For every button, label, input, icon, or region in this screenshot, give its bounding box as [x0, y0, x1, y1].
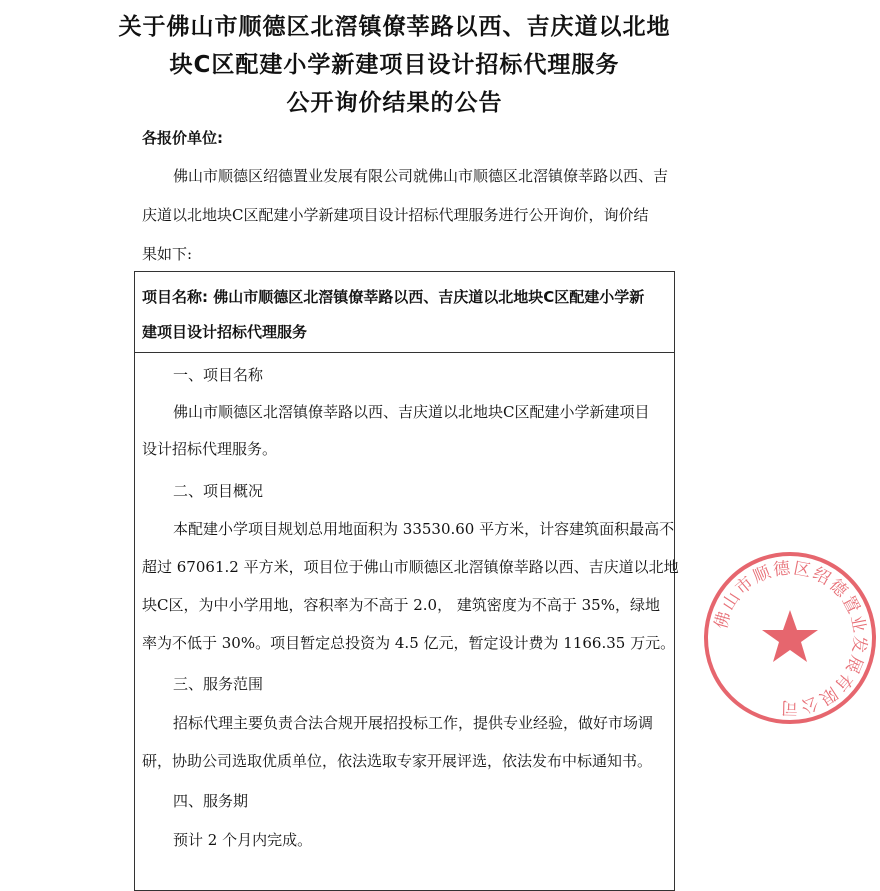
- notice-title-line-1: 关于佛山市顺德区北滘镇僚莘路以西、吉庆道以北地: [118, 14, 671, 40]
- notice-title-line-3: 公开询价结果的公告: [286, 90, 503, 116]
- notice-title-line-2: 块C区配建小学新建项目设计招标代理服务: [169, 52, 620, 78]
- section-1-heading: 一、项目名称: [173, 366, 264, 384]
- section-3-line-2: 研，协助公司选取优质单位，依法选取专家开展评选，依法发布中标通知书。: [142, 752, 653, 770]
- seal-star-icon: [762, 610, 818, 662]
- section-1-line-2: 设计招标代理服务。: [142, 440, 278, 458]
- intro-line-3: 果如下:: [142, 245, 193, 263]
- intro-line-1: 佛山市顺德区绍德置业发展有限公司就佛山市顺德区北滘镇僚莘路以西、吉: [173, 167, 669, 185]
- section-1-line-1: 佛山市顺德区北滘镇僚莘路以西、吉庆道以北地块C区配建小学新建项目: [173, 403, 650, 421]
- table-divider: [134, 352, 675, 353]
- section-2-line-4: 率为不低于 30%。项目暂定总投资为 4.5 亿元，暂定设计费为 1166.35 万元。: [142, 634, 676, 652]
- section-3-line-1: 招标代理主要负责合法合规开展招投标工作，提供专业经验，做好市场调: [173, 714, 654, 732]
- section-2-line-1: 本配建小学项目规划总用地面积为 33530.60 平方米，计容建筑面积最高不: [173, 520, 675, 538]
- recipient-label: 各报价单位:: [142, 129, 223, 147]
- section-2-line-2: 超过 67061.2 平方米，项目位于佛山市顺德区北滘镇僚莘路以西、吉庆道以北地: [142, 558, 679, 576]
- section-2-line-3: 块C区，为中小学用地，容积率为不高于 2.0， 建筑密度为不高于 35%，绿地: [142, 596, 660, 614]
- company-seal: [700, 548, 880, 728]
- section-2-heading: 二、项目概况: [173, 482, 264, 500]
- section-3-heading: 三、服务范围: [173, 675, 264, 693]
- section-4-line-1: 预计 2 个月内完成。: [173, 831, 313, 849]
- project-name-line-2: 建项目设计招标代理服务: [142, 323, 308, 341]
- intro-line-2: 庆道以北地块C区配建小学新建项目设计招标代理服务进行公开询价，询价结: [142, 206, 649, 224]
- seal-text: 佛山市顺德区绍德置业发展有限公司: [711, 558, 870, 718]
- section-4-heading: 四、服务期: [173, 792, 249, 810]
- project-name-line-1: 项目名称: 佛山市顺德区北滘镇僚莘路以西、吉庆道以北地块C区配建小学新: [142, 288, 645, 306]
